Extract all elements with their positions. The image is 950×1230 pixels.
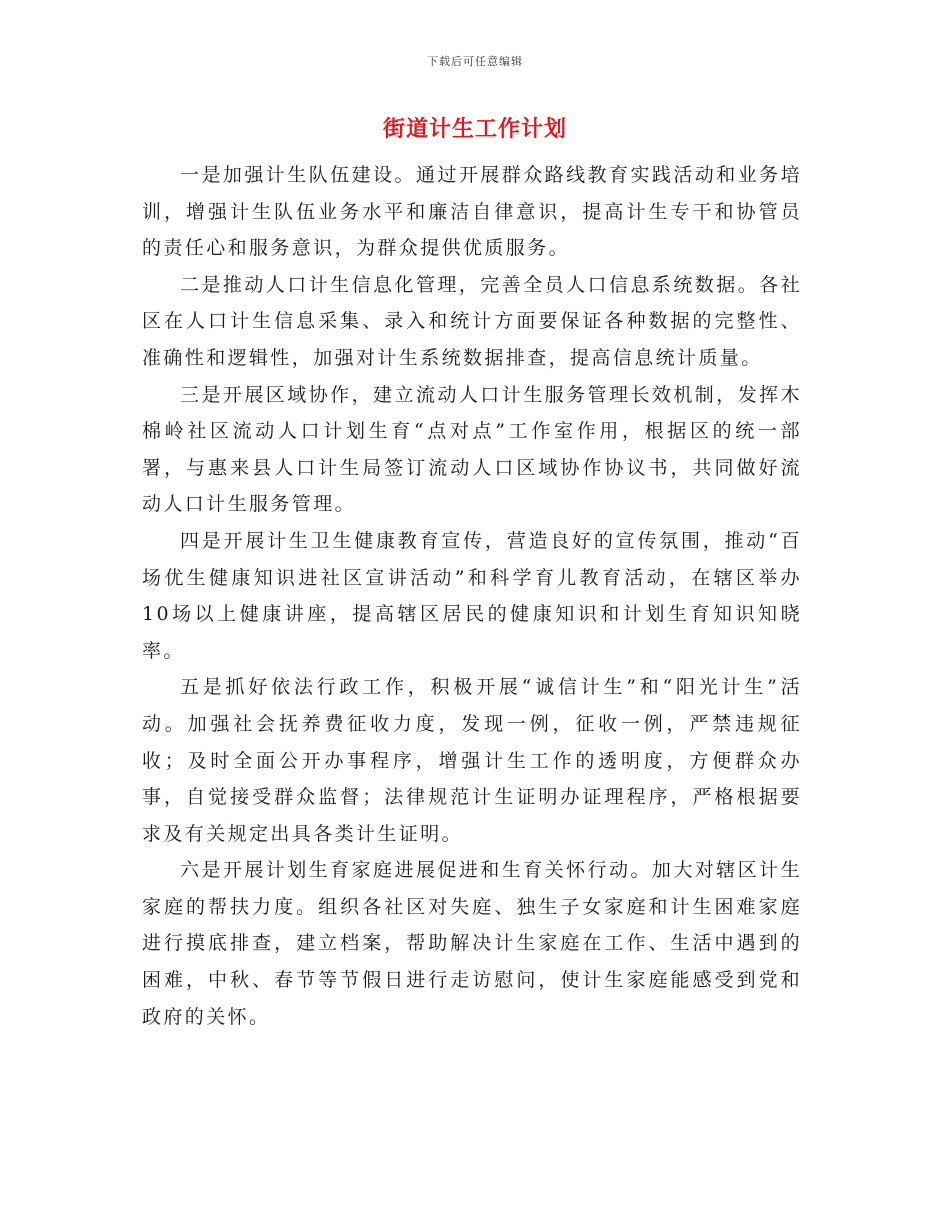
paragraph-2: 二是推动人口计生信息化管理，完善全员人口信息系统数据。各社区在人口计生信息采集、录入和统计方面要保证各种数据的完整性、准确性和逻辑性，加强对计生系统数据排查，提高信息统计质量。 [142, 273, 802, 369]
paragraph-5: 五是抓好依法行政工作，积极开展“诚信计生”和“阳光计生”活动。加强社会抚养费征收力度，发现一例，征收一例，严禁违规征收；及时全面公开办事程序，增强计生工作的透明度，方便群众办事，自觉接受群众监督；法律规范计生证明办证理程序，严格根据要求及有关规定出具各类计生证明。 [142, 676, 802, 845]
header-note: 下载后可任意编辑 [427, 55, 523, 68]
paragraph-6: 六是开展计划生育家庭进展促进和生育关怀行动。加大对辖区计生家庭的帮扶力度。组织各社区对失庭、独生子女家庭和计生困难家庭进行摸底排查，建立档案，帮助解决计生家庭在工作、生活中遇到的困难，中秋、春节等节假日进行走访慰问，使计生家庭能感受到党和政府的关怀。 [142, 859, 802, 1028]
paragraph-1: 一是加强计生队伍建设。通过开展群众路线教育实践活动和业务培训，增强计生队伍业务水平和廉洁自律意识，提高计生专干和协管员的责任心和服务意识，为群众提供优质服务。 [142, 164, 802, 260]
document-body [142, 157, 802, 1035]
paragraph-3: 三是开展区域协作，建立流动人口计生服务管理长效机制，发挥木棉岭社区流动人口计划生育“点对点”工作室作用，根据区的统一部署，与惠来县人口计生局签订流动人口区域协作协议书，共同做好流动人口计生服务管理。 [142, 383, 802, 516]
document-title: 街道计生工作计划 [382, 116, 567, 142]
paragraph-4: 四是开展计生卫生健康教育宣传，营造良好的宣传氛围，推动“百场优生健康知识进社区宣讲活动”和科学育儿教育活动，在辖区举办10场以上健康讲座，提高辖区居民的健康知识和计划生育知识知晓率。 [142, 529, 802, 662]
